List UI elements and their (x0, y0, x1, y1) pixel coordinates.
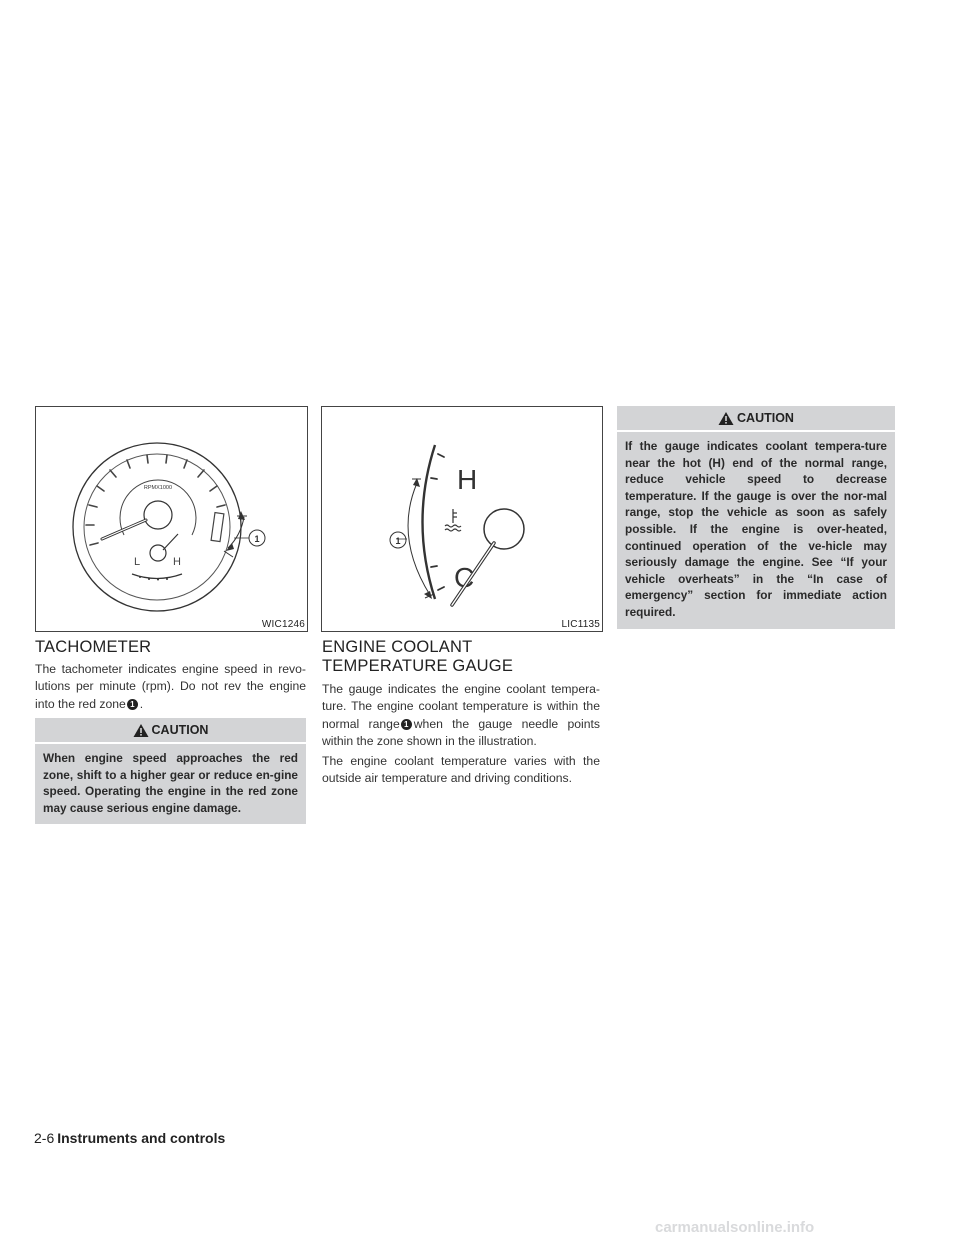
high-label: H (173, 556, 181, 568)
caution-title: CAUTION (151, 723, 209, 737)
section-name: Instruments and controls (57, 1130, 226, 1146)
callout-badge: 1 (127, 699, 138, 710)
warning-icon (718, 411, 734, 426)
dial-label: RPMX1000 (143, 485, 173, 491)
tachometer-caution-box (35, 718, 306, 824)
tachometer-illustration (36, 407, 307, 631)
page-number: 2-6 (34, 1130, 55, 1146)
coolant-figure (321, 406, 603, 632)
caution-title: CAUTION (737, 411, 794, 425)
figure-code: WIC1246 (261, 619, 305, 630)
caution-text: When engine speed approaches the red zone, shift to a higher gear or reduce en-gine speed. Operating the engine in the red zone may cause serious engine damage. (35, 744, 306, 824)
coolant-heading: ENGINE COOLANT TEMPERATURE GAUGE (322, 638, 514, 675)
coolant-caution-box (617, 406, 895, 629)
coolant-body-text-end: when the gauge needle points within the zone shown in the illustration. (322, 716, 601, 748)
tachometer-figure (35, 406, 308, 632)
cold-label: C (454, 562, 475, 593)
callout-badge: 1 (401, 719, 412, 730)
coolant-body-1 (322, 681, 600, 750)
tachometer-body (35, 661, 306, 713)
page-footer (34, 1130, 225, 1146)
callout-number: 1 (254, 534, 260, 544)
tachometer-heading: TACHOMETER (35, 638, 152, 656)
caution-header (35, 718, 306, 742)
coolant-gauge-illustration (322, 407, 602, 631)
hot-label: H (457, 464, 478, 495)
tachometer-body-end: . (139, 696, 144, 711)
warning-icon (133, 723, 149, 738)
callout-number: 1 (395, 536, 401, 546)
coolant-temperature-icon (445, 509, 461, 531)
coolant-body-text: The gauge indicates the engine coolant tempera-ture. The engine coolant temperature is within the normal range (322, 682, 600, 731)
caution-text: If the gauge indicates coolant tempera-ture near the hot (H) end of the normal range, reduce vehicle speed to decrease temperature. If the gauge is over the nor-mal range, stop the vehicle as soon as safely possible. If the engine is over-heated, continued operation of the ve-hicle may seriously damage the engine. See “If your vehicle overheats” in the “In case of emergency” section for immediate action required. (617, 432, 895, 629)
watermark: carmanualsonline.info (655, 1219, 815, 1236)
low-label: L (134, 556, 141, 568)
figure-code: LIC1135 (561, 619, 600, 630)
caution-header (617, 406, 895, 430)
tachometer-body-text: The tachometer indicates engine speed in revo-lutions per minute (rpm). Do not rev the engine into the red zone (35, 662, 306, 711)
coolant-body-2: The engine coolant temperature varies with the outside air temperature and driving conditions. (322, 754, 600, 786)
